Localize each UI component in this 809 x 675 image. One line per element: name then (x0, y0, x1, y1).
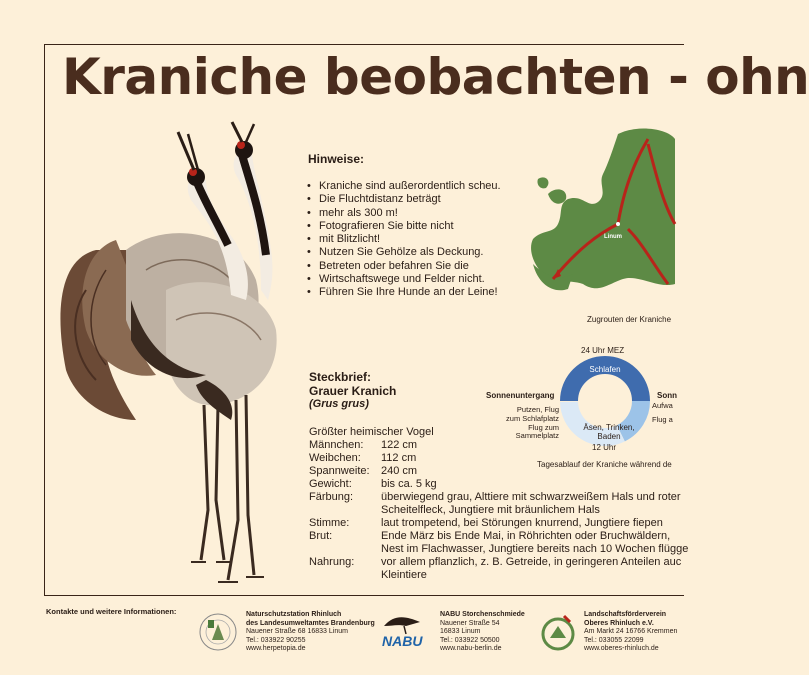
org1-name2: des Landesumweltamtes Brandenburg (246, 619, 375, 627)
landschaftsfoerderverein-logo (540, 612, 576, 652)
clock-left-line3: Flug zum Sammelplatz (515, 422, 559, 441)
row-key: Gewicht: (309, 478, 352, 490)
row-key: Männchen: (309, 439, 364, 451)
profile-heading: Steckbrief: (309, 370, 372, 384)
org3-info (584, 611, 677, 654)
row-key: Färbung: (309, 491, 354, 503)
org3-address: Am Markt 24 16766 Kremmen (584, 628, 678, 636)
migration-map (528, 124, 675, 310)
row-value: vor allem pflanzlich, z. B. Getreide, in geringeren Anteilen auc (381, 556, 682, 568)
page-title: Kraniche beobachten - ohn (62, 48, 809, 106)
org2-website[interactable]: www.nabu-berlin.de (440, 645, 502, 653)
crane-illustration (56, 120, 296, 590)
row-value: 122 cm (381, 439, 418, 451)
org1-name1: Naturschutzstation Rhinluch (246, 611, 342, 618)
org2-address2: 16833 Linum (440, 628, 481, 636)
org1-info (246, 611, 375, 654)
hint-item: • Nutzen Sie Gehölze als Deckung. (306, 246, 526, 259)
row-value: laut trompetend, bei Störungen knurrend, Jungtiere fiepen (381, 517, 663, 529)
clock-sunset-label: Sonnenuntergang (486, 391, 555, 400)
org2-info (440, 611, 525, 654)
hint-item: • Die Fluchtdistanz beträgt (306, 193, 526, 206)
org2-phone: Tel.: 033922 50500 (440, 636, 500, 644)
org2-name1: NABU Storchenschmiede (440, 611, 525, 618)
map-label-linum: Linum (604, 234, 622, 240)
row-value: Kleintiere (381, 569, 427, 581)
clock-caption: Tagesablauf der Kraniche während de (537, 460, 672, 469)
profile-subtitle: Größter heimischer Vogel (309, 426, 434, 438)
clock-left-line2: zum Schlafplatz (506, 413, 559, 423)
row-key: Brut: (309, 530, 333, 542)
row-value: Scheitelfleck, Jungtiere mit bräunlichem Hals (381, 504, 600, 516)
hint-item: • Kraniche sind außerordentlich scheu. (306, 180, 526, 193)
row-key: Nahrung: (309, 556, 355, 568)
profile-latin: (Grus grus) (309, 398, 369, 410)
row-key: Weibchen: (309, 452, 361, 464)
clock-sunrise-label: Sonn (657, 391, 677, 400)
org3-website[interactable]: www.oberes-rhinluch.de (584, 645, 659, 653)
hint-item-cont: • Wirtschaftswege und Felder nicht. (306, 273, 526, 286)
profile-name: Grauer Kranich (309, 384, 397, 398)
org3-phone: Tel.: 033055 22099 (584, 636, 644, 644)
row-value: 240 cm (381, 465, 418, 477)
naturschutzstation-logo (198, 612, 238, 652)
clock-left-line1: Putzen, Flug (516, 405, 559, 414)
clock-right-label2: Flug a (652, 415, 673, 424)
nabu-logo (376, 612, 432, 650)
org3-name1: Landschaftsförderverein (584, 611, 667, 618)
hint-item: • Fotografieren Sie bitte nicht (306, 220, 526, 233)
row-value: überwiegend grau, Alttiere mit schwarzweißem Hals und roter (381, 491, 681, 503)
org2-address1: Nauener Straße 54 (440, 619, 500, 627)
row-value: Ende März bis Ende Mai, in Röhrichten oder Bruchwäldern, (381, 530, 671, 542)
org1-website[interactable]: www.herpetopia.de (246, 645, 306, 653)
hints-list (306, 180, 526, 300)
nabu-logo-text: NABU (382, 633, 423, 649)
row-key: Spannweite: (309, 465, 370, 477)
clock-left-labels (493, 406, 559, 441)
clock-top-label: 24 Uhr MEZ (581, 346, 625, 355)
map-caption: Zugrouten der Kraniche (587, 315, 672, 324)
row-key: Stimme: (309, 517, 350, 529)
org1-address: Nauener Straße 68 16833 Linum (246, 628, 348, 636)
hint-item: • Führen Sie Ihre Hunde an der Leine! (306, 286, 526, 299)
clock-right-label1: Aufwa (652, 401, 673, 410)
clock-eat-line1: Äsen, Trinken, (583, 423, 635, 432)
row-value: bis ca. 5 kg (381, 478, 437, 490)
clock-bottom-label: 12 Uhr (592, 443, 617, 452)
clock-eat-line2: Baden (597, 431, 621, 441)
row-value: Nest im Flachwasser, Jungtiere bereits nach 10 Wochen flügge (381, 543, 689, 555)
hint-item: • Betreten oder befahren Sie die (306, 260, 526, 273)
org3-name2: Oberes Rhinluch e.V. (584, 619, 654, 627)
hint-item-cont: • mit Blitzlicht! (306, 233, 526, 246)
hint-item-cont: • mehr als 300 m! (306, 207, 526, 220)
clock-sleep-label: Schlafen (589, 365, 621, 374)
hints-heading: Hinweise: (308, 152, 365, 166)
footer-contact-heading: Kontakte und weitere Informationen: (46, 607, 177, 616)
org1-phone: Tel.: 033922 90255 (246, 636, 306, 644)
row-value: 112 cm (381, 452, 417, 464)
